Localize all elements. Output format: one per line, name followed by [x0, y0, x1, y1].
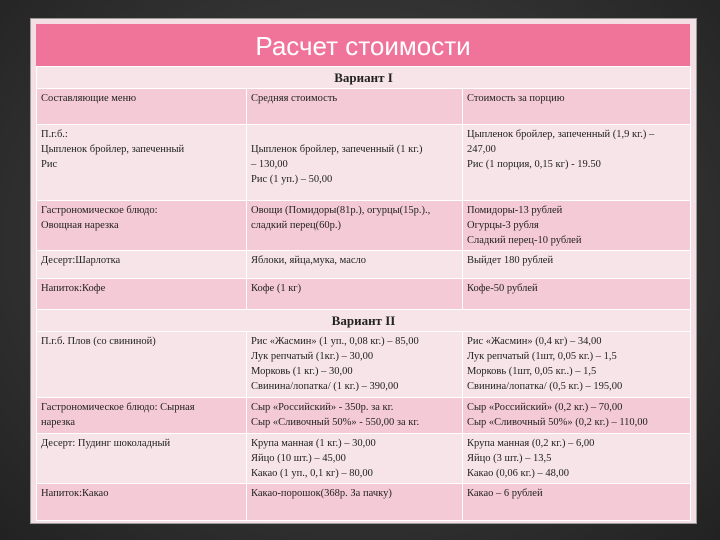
cell-line: Лук репчатый (1шт, 0,05 кг.) – 1,5: [467, 350, 617, 362]
table-row: [37, 433, 691, 483]
cell-line: Рис «Жасмин» (1 уп., 0,08 кг.) – 85,00: [251, 335, 419, 347]
cell-line: Морковь (1 кг.) – 30,00: [251, 365, 353, 377]
column-header: Составляющие меню: [37, 89, 247, 125]
cell-line: Какао (1 уп., 0,1 кг) – 80,00: [251, 467, 373, 479]
table-cell: [247, 125, 463, 201]
table-cell: [37, 125, 247, 201]
cell-line: Помидоры-13 рублей: [467, 205, 563, 217]
cell-line: Гастрономическое блюдо: Сырная: [41, 401, 195, 413]
cell-line: Гастрономическое блюдо:: [41, 205, 158, 217]
cell-line: Кофе (1 кг): [251, 283, 302, 295]
table-cell: [247, 397, 463, 433]
table-cell: [37, 331, 247, 397]
table-cell: [247, 483, 463, 520]
cell-line: Сыр «Сливочный 50%» - 550,00 за кг.: [251, 416, 420, 428]
column-header: Стоимость за порцию: [463, 89, 691, 125]
cell-line: 247,00: [467, 144, 496, 156]
cost-table: [36, 66, 691, 521]
cell-line: сладкий перец(60р.): [251, 220, 342, 232]
table-cell: [247, 201, 463, 251]
cell-line: Напиток:Какао: [41, 487, 109, 499]
cell-line: П.г.б. Плов (со свининой): [41, 335, 156, 347]
table-cell: [463, 433, 691, 483]
table-row: [37, 251, 691, 279]
table-cell: [37, 483, 247, 520]
table-cell: [37, 433, 247, 483]
cell-line: [251, 127, 458, 142]
cell-line: Сыр «Сливочный 50%» (0,2 кг.) – 110,00: [467, 416, 648, 428]
cell-line: Овощная нарезка: [41, 220, 119, 232]
table-row: [37, 279, 691, 309]
cell-line: нарезка: [41, 416, 76, 428]
cell-line: Рис «Жасмин» (0,4 кг) – 34,00: [467, 335, 602, 347]
variant2-label: Вариант II: [37, 309, 691, 331]
cell-line: Сыр «Российский» (0,2 кг.) – 70,00: [467, 401, 623, 413]
cell-line: Рис (1 порция, 0,15 кг) - 19.50: [467, 159, 601, 171]
cell-line: Лук репчатый (1кг.) – 30,00: [251, 350, 374, 362]
cell-line: Какао – 6 рублей: [467, 487, 543, 499]
table-cell: [463, 201, 691, 251]
cell-line: Кофе-50 рублей: [467, 283, 538, 295]
cell-line: Крупа манная (1 кг.) – 30,00: [251, 437, 376, 449]
table-row: [37, 397, 691, 433]
cell-line: Яйцо (3 шт.) – 13,5: [467, 452, 552, 464]
table-cell: [37, 251, 247, 279]
cell-line: Морковь (1шт, 0,05 кг..) – 1,5: [467, 365, 597, 377]
variant1-header-row: [37, 67, 691, 89]
cell-line: Десерт: Пудинг шоколадный: [41, 437, 171, 449]
table-cell: [463, 251, 691, 279]
table-cell: [463, 483, 691, 520]
table-cell: [463, 279, 691, 309]
cell-line: Цыпленок бройлер, запеченный (1,9 кг.) –: [467, 129, 655, 141]
variant2-header-row: [37, 309, 691, 331]
cell-line: Сладкий перец-10 рублей: [467, 235, 582, 247]
cell-line: Яйцо (10 шт.) – 45,00: [251, 452, 346, 464]
cell-line: Рис: [41, 159, 58, 171]
cell-line: Рис (1 уп.) – 50,00: [251, 174, 333, 186]
table-row: [37, 483, 691, 520]
table-cell: [463, 397, 691, 433]
cell-line: Яблоки, яйца,мука, масло: [251, 255, 367, 267]
table-cell: [247, 279, 463, 309]
cell-line: Сыр «Российский» - 350р. за кг.: [251, 401, 394, 413]
table-row: [37, 331, 691, 397]
cell-line: Свинина/лопатка/ (1 кг.) – 390,00: [251, 380, 399, 392]
column-header: Средняя стоимость: [247, 89, 463, 125]
variant1-label: Вариант I: [37, 67, 691, 89]
cell-line: Какао-порошок(368р. За пачку): [251, 487, 392, 499]
cell-line: Выйдет 180 рублей: [467, 255, 554, 267]
page-title: Расчет стоимости: [255, 31, 471, 61]
cell-line: Огурцы-3 рубля: [467, 220, 539, 232]
cell-line: Цыпленок бройлер, запеченный: [41, 144, 185, 156]
cell-line: Напиток:Кофе: [41, 283, 106, 295]
column-header-row: [37, 89, 691, 125]
cell-line: Цыпленок бройлер, запеченный (1 кг.): [251, 144, 423, 156]
cell-line: – 130,00: [251, 159, 288, 171]
cell-line: Овощи (Помидоры(81р.), огурцы(15р.).,: [251, 205, 431, 217]
cell-line: Свинина/лопатка/ (0,5 кг.) – 195,00: [467, 380, 623, 392]
cell-line: Какао (0,06 кг.) – 48,00: [467, 467, 569, 479]
cell-line: Крупа манная (0,2 кг.) – 6,00: [467, 437, 595, 449]
table-row: [37, 125, 691, 201]
cell-line: Десерт:Шарлотка: [41, 255, 121, 267]
table-cell: [247, 251, 463, 279]
table-cell: [37, 201, 247, 251]
table-cell: [463, 331, 691, 397]
table-row: [37, 201, 691, 251]
table-cell: [37, 397, 247, 433]
table-cell: [247, 433, 463, 483]
cell-line: П.г.б.:: [41, 129, 68, 141]
table-cell: [463, 125, 691, 201]
table-cell: [247, 331, 463, 397]
table-cell: [37, 279, 247, 309]
